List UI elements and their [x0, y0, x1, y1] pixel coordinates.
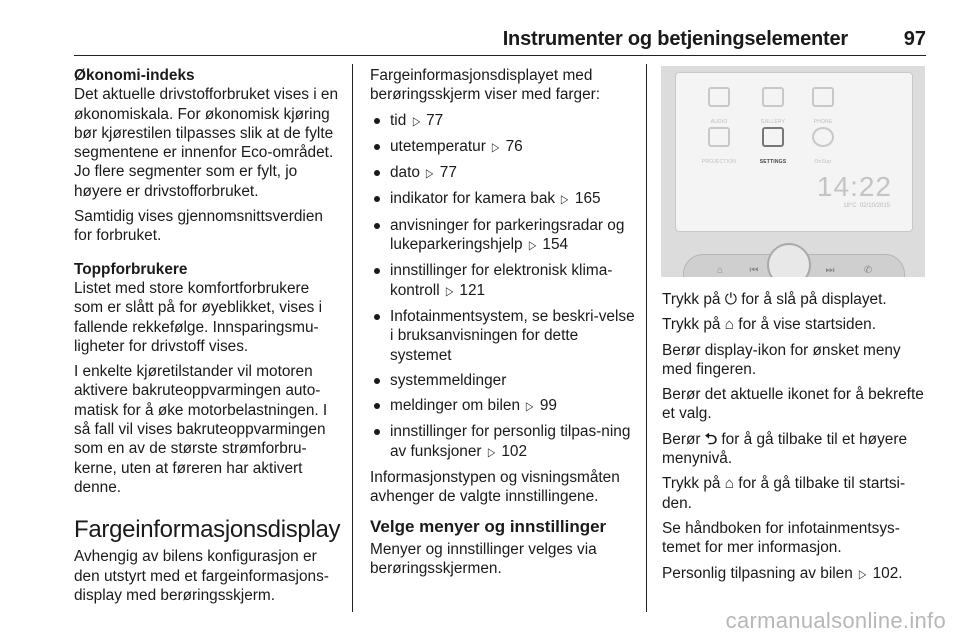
display-clock: 14:22 [816, 171, 892, 202]
back-arrow-icon: ⮌ [704, 430, 718, 448]
phone-icon: ✆ [863, 265, 873, 276]
economy-paragraph-2: Samtidig vises gjennomsnittsverdien for forbruket. [74, 208, 323, 245]
app-audio: AUDIO [694, 87, 744, 128]
app-gallery: GALLERY [748, 87, 798, 128]
projection-icon [708, 127, 730, 147]
seek-back-icon: ⏮ [749, 265, 759, 276]
header-rule [74, 55, 926, 56]
list-intro: Fargeinformasjonsdisplayet med berøringsskjerm viser med farger: [370, 67, 601, 104]
header-title: Instrumenter og betjeningselementer [502, 28, 848, 50]
column-divider-2 [646, 64, 647, 612]
watermark: carmanualsonline.info [725, 608, 946, 633]
personalization-reference: Personlig tilpasning av bilen ▷ 102. [662, 564, 928, 584]
display-temp-date: 18°C 02/10/2015 [843, 203, 890, 209]
list-item: systemmeldinger [370, 371, 636, 390]
triangle-right-icon: ▷ [561, 192, 569, 207]
economy-paragraph-1: Det aktuelle drivstofforbruket vises i en økonomiskala. For økonomisk kjøring bør kjørestilen tilpasses slik at de fylte segmentene er innenfor Eco-området. Jo flere segmenter som er fylt, jo høyere er drivstofforbruket. [74, 86, 339, 200]
list-item: dato ▷ 77 [370, 163, 636, 183]
home-instruction: Trykk på ⌂ for å vise startsiden. [662, 316, 877, 334]
power-icon: ⏻ [724, 291, 737, 308]
triangle-right-icon: ▷ [445, 283, 454, 298]
column-2 [370, 66, 636, 585]
after-list-paragraph: Informasjonstypen og visningsmåten avhenger de valgte innstillingene. [370, 469, 620, 506]
list-item: meldinger om bilen ▷ 99 [370, 396, 636, 416]
back-instruction: Berør ⮌ for å gå tilbake til et høyere menynivå. [662, 430, 908, 468]
list-item: innstillinger for personlig tilpas-ning av funksjoner ▷ 102 [370, 422, 636, 462]
triangle-right-icon: ▷ [859, 566, 867, 581]
list-item: Infotainmentsystem, se beskri-velse i bruksanvisningen for dette systemet [370, 307, 636, 365]
app-phone: PHONE [798, 87, 848, 128]
triangle-right-icon: ▷ [526, 399, 534, 414]
list-item: anvisninger for parkeringsradar og lukeparkeringshjelp ▷ 154 [370, 216, 636, 256]
triangle-right-icon: ▷ [412, 113, 420, 128]
column-3 [662, 290, 928, 590]
home-icon: ⌂ [716, 265, 724, 276]
app-settings: SETTINGS [748, 127, 798, 168]
list-item: utetemperatur ▷ 76 [370, 137, 636, 157]
page-number: 97 [903, 28, 926, 50]
display-features-list [370, 111, 636, 462]
list-item: indikator for kamera bak ▷ 165 [370, 189, 636, 209]
handbook-reference: Se håndboken for infotainmentsys-temet for mer informasjon. [662, 519, 900, 557]
top-consumers-paragraph-1: Listet med store komfortforbrukere som er slått på for øyeblikket, vises i fallende rekkefølge. Innsparingsmu-ligheter for drivstoff vises. [74, 279, 323, 355]
column-divider-1 [352, 64, 353, 612]
touchscreen [675, 72, 913, 232]
page-header [0, 0, 960, 62]
top-consumers-heading: Toppforbrukere [74, 260, 188, 278]
confirm-instruction: Berør det aktuelle ikonet for å bekrefte et valg. [662, 386, 924, 423]
color-display-heading: Fargeinformasjonsdisplay [74, 516, 341, 544]
column-1 [74, 66, 342, 611]
list-item: tid ▷ 77 [370, 111, 636, 131]
volume-knob [767, 243, 811, 277]
triangle-right-icon: ▷ [487, 444, 496, 459]
music-icon [708, 87, 730, 107]
seek-forward-icon: ⏭ [825, 265, 835, 276]
home-icon: ⌂ [724, 475, 735, 493]
color-display-paragraph: Avhengig av bilens konfigurasjon er den utstyrt med et fargeinformasjons-display med berøringsskjerm. [74, 548, 329, 604]
return-home-instruction: Trykk på ⌂ for å gå tilbake til startsi-den. [662, 475, 906, 512]
infotainment-display-image [661, 66, 925, 277]
touch-icon-instruction: Berør display-ikon for ønsket meny med fingeren. [662, 341, 901, 378]
onstar-icon [812, 127, 834, 147]
triangle-right-icon: ▷ [492, 139, 500, 154]
top-consumers-paragraph-2: I enkelte kjøretilstander vil motoren aktivere bakruteoppvarmingen auto-matisk for å øke motorbelastningen. I så fall vil vises bakruteoppvarmingen som en av de største strømforbru-kerne, uten at føreren har aktivert denne. [74, 363, 328, 496]
app-projection: PROJECTION [694, 127, 744, 168]
menus-heading: Velge menyer og innstillinger [370, 516, 607, 536]
app-onstar: OnStar [798, 127, 848, 168]
economy-heading: Økonomi-indeks [74, 67, 195, 84]
gear-icon [762, 127, 784, 147]
power-instruction: Trykk på ⏻ for å slå på displayet. [662, 291, 887, 308]
phone-icon [812, 87, 834, 107]
gallery-icon [762, 87, 784, 107]
home-icon: ⌂ [724, 316, 735, 334]
menus-paragraph: Menyer og innstillinger velges via berøringsskjermen. [370, 540, 597, 578]
list-item: innstillinger for elektronisk klima-kontroll ▷ 121 [370, 261, 636, 301]
triangle-right-icon: ▷ [426, 166, 434, 181]
triangle-right-icon: ▷ [528, 238, 537, 253]
